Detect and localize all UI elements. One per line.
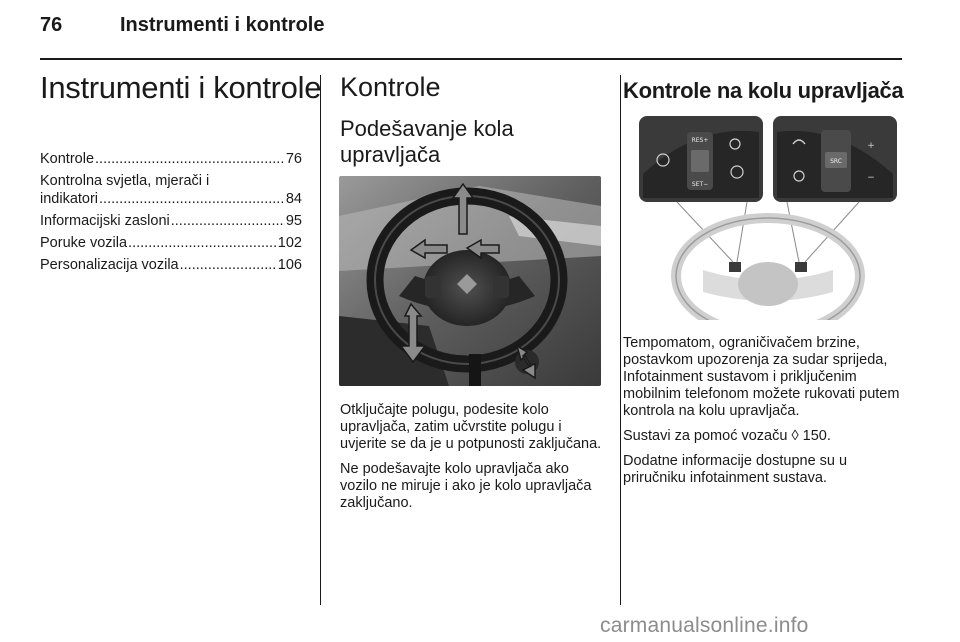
section-heading-controls: Kontrole (340, 72, 441, 102)
reference-page[interactable]: 150. (802, 428, 831, 444)
toc-title: Informacijski zasloni (40, 213, 170, 229)
paragraph-unlock-lever: Otključajte polugu, podesite kolo upravljača, zatim učvrstite polugu i uvjerite se da je u potpunosti zaključana. (340, 402, 602, 452)
paragraph-reference (623, 428, 908, 445)
toc-entry-warning-lights[interactable] (40, 172, 302, 208)
toc-title: Personalizacija vozila (40, 257, 179, 273)
steering-adjust-illustration (339, 176, 601, 386)
toc-page: 84 (285, 191, 302, 207)
chapter-title: Instrumenti i kontrole (40, 70, 322, 105)
set-label: SET− (691, 181, 709, 188)
toc-title: Kontrole (40, 151, 95, 167)
toc-leader (99, 190, 285, 208)
src-label: SRC (830, 158, 842, 165)
steering-wheel-photo (339, 176, 601, 386)
cross-reference-icon: ◊ (791, 428, 799, 444)
toc-title: Poruke vozila (40, 235, 128, 251)
paragraph-closing: Dodatne informacije dostupne su u priručniku infotainment sustava. (623, 453, 848, 486)
steering-adjust-text (340, 402, 605, 520)
volume-plus-icon: + (867, 141, 875, 151)
column-divider-right (620, 75, 621, 605)
toc-title-continued: indikatori (40, 191, 99, 207)
paragraph-warning-adjust: Ne podešavajte kolo upravljača ako vozilo ne miruje i ako je kolo upravljača zaključano. (340, 461, 592, 511)
toc-page: 76 (285, 151, 302, 167)
paragraph-wheel-controls-intro: Tempomatom, ograničivačem brzine, postavkom upozorenja za sudar sprijeda, Infotainment sustavom i priključenim mobilnim telefonom možete rukovati putem kontrola na kolu upravljača. (623, 335, 900, 419)
section-heading-wheel-controls: Kontrole na kolu upravljača (623, 78, 904, 103)
toc-page: 95 (285, 213, 302, 229)
column-divider-left (320, 75, 321, 605)
toc-entry-personalization[interactable] (40, 256, 302, 274)
page-number: 76 (40, 14, 63, 36)
res-label: RES+ (691, 137, 709, 144)
subheading-steering-adjust: Podešavanje kola upravljača (340, 116, 514, 167)
running-header: Instrumenti i kontrole (120, 14, 325, 36)
toc-title: Kontrolna svjetla, mjerači i (40, 173, 210, 189)
header-rule (40, 58, 902, 60)
toc-page: 106 (277, 257, 302, 273)
reference-text: Sustavi za pomoć vozaču (623, 428, 788, 444)
toc-entry-controls[interactable] (40, 150, 302, 168)
toc-page: 102 (277, 235, 302, 251)
table-of-contents (40, 150, 302, 278)
wheel-controls-text (623, 335, 908, 495)
toc-leader (180, 256, 277, 274)
wheel-controls-illustration (637, 114, 899, 320)
toc-entry-info-displays[interactable] (40, 212, 302, 230)
toc-entry-vehicle-messages[interactable] (40, 234, 302, 252)
toc-leader (171, 212, 285, 230)
toc-leader (95, 150, 285, 168)
wheel-controls-photo (637, 114, 899, 320)
toc-leader (128, 234, 277, 252)
watermark: carmanualsonline.info (600, 614, 809, 637)
volume-minus-icon: − (867, 173, 875, 183)
